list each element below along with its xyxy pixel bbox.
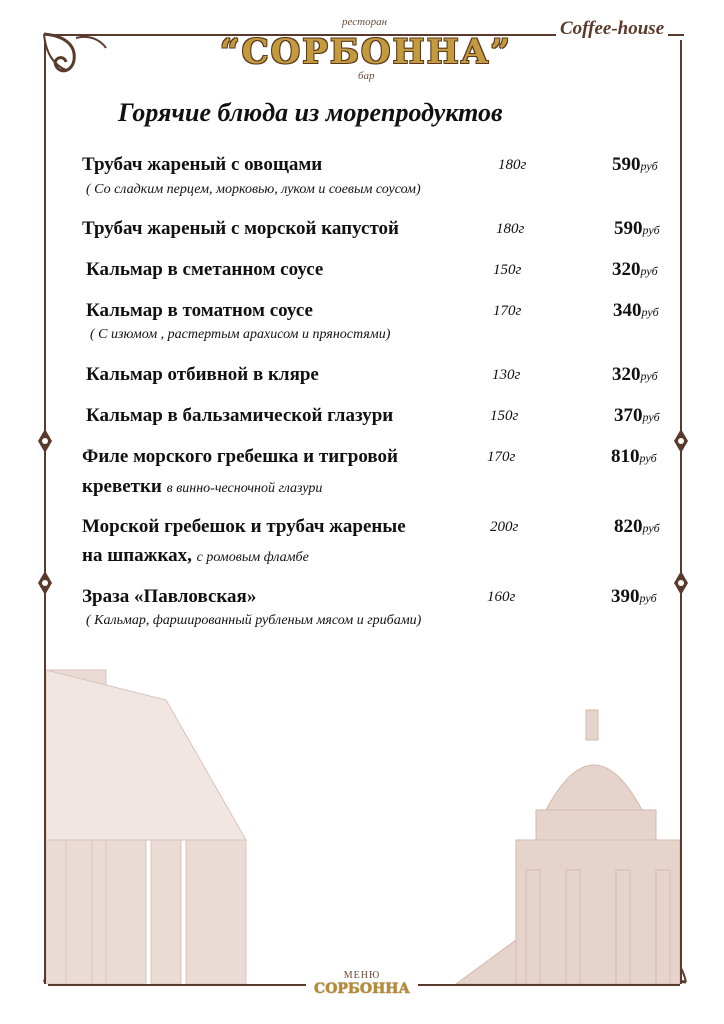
dish-price [614, 516, 660, 538]
price-unit: руб [641, 305, 659, 319]
dish-weight: 180г [498, 157, 527, 173]
background-architecture-image [46, 640, 680, 984]
dish-name: Зраза «Павловская» [82, 586, 257, 607]
side-ornament-right-lower [672, 570, 690, 596]
logo-bottom-text: бар [358, 70, 375, 82]
dish-price [611, 446, 657, 468]
dish-name-continued [82, 476, 322, 498]
price-value: 590 [614, 218, 643, 239]
price-value: 370 [614, 405, 643, 426]
menu-section-title: Горячие блюда из морепродуктов [118, 98, 503, 127]
dish-name-continued [82, 545, 309, 567]
side-ornament-right [672, 428, 690, 454]
dish-name: Кальмар в томатном соусе [86, 300, 313, 321]
logo-main-text: “СОРБОННА” [220, 32, 512, 72]
dish-weight: 170г [487, 449, 516, 465]
dish-price [613, 300, 659, 322]
dish-weight: 150г [490, 408, 519, 424]
dish-name-line2: креветки [82, 476, 162, 497]
dish-price [614, 405, 660, 427]
footer-logo-main-text: СОРБОННА [314, 981, 410, 997]
coffee-house-label: Coffee-house [556, 18, 668, 40]
corner-ornament-top-left [36, 26, 116, 86]
dish-weight: 150г [493, 262, 522, 278]
price-unit: руб [640, 159, 658, 173]
price-unit: руб [642, 521, 660, 535]
dish-name: Кальмар отбивной в кляре [86, 364, 319, 385]
dish-price [612, 154, 658, 176]
price-value: 320 [612, 259, 641, 280]
dish-name-line2: на шпажках, [82, 545, 192, 566]
price-unit: руб [639, 591, 657, 605]
dish-name: Кальмар в бальзамической глазури [86, 405, 394, 426]
dish-weight: 160г [487, 589, 516, 605]
price-unit: руб [642, 223, 660, 237]
dish-name: Филе морского гребешка и тигровой [82, 446, 398, 467]
dish-weight: 180г [496, 221, 525, 237]
dish-description-inline: в винно-чесночной глазури [166, 481, 323, 496]
price-value: 320 [612, 364, 641, 385]
dish-name: Кальмар в сметанном соусе [86, 259, 324, 280]
dish-name: Трубач жареный с овощами [82, 154, 323, 175]
dish-price [611, 586, 657, 608]
dish-description: ( Со сладким перцем, морковью, луком и соевым соусом) [86, 182, 421, 197]
logo-top-text: ресторан [342, 16, 388, 28]
footer-logo-small-text: МЕНЮ [343, 970, 381, 981]
frame-right-border [680, 40, 682, 984]
dish-description: ( Кальмар, фаршированный рубленым мясом и грибами) [86, 613, 422, 628]
price-value: 810 [611, 446, 640, 467]
price-unit: руб [640, 369, 658, 383]
price-unit: руб [640, 264, 658, 278]
price-value: 390 [611, 586, 640, 607]
footer-logo [306, 970, 418, 997]
price-value: 820 [614, 516, 643, 537]
side-ornament-left [36, 428, 54, 454]
dish-weight: 170г [493, 303, 522, 319]
dish-price [612, 259, 658, 281]
price-value: 590 [612, 154, 641, 175]
dish-name: Трубач жареный с морской капустой [82, 218, 399, 239]
dish-weight: 200г [490, 519, 519, 535]
price-unit: руб [642, 410, 660, 424]
dish-name: Морской гребешок и трубач жареные [82, 516, 406, 537]
dish-description: ( С изюмом , растертым арахисом и пряностями) [90, 327, 391, 342]
dish-price [614, 218, 660, 240]
price-unit: руб [639, 451, 657, 465]
side-ornament-left-lower [36, 570, 54, 596]
restaurant-logo [216, 14, 516, 84]
dish-weight: 130г [492, 367, 521, 383]
dish-price [612, 364, 658, 386]
price-value: 340 [613, 300, 642, 321]
dish-description-inline: с ромовым фламбе [196, 550, 309, 565]
